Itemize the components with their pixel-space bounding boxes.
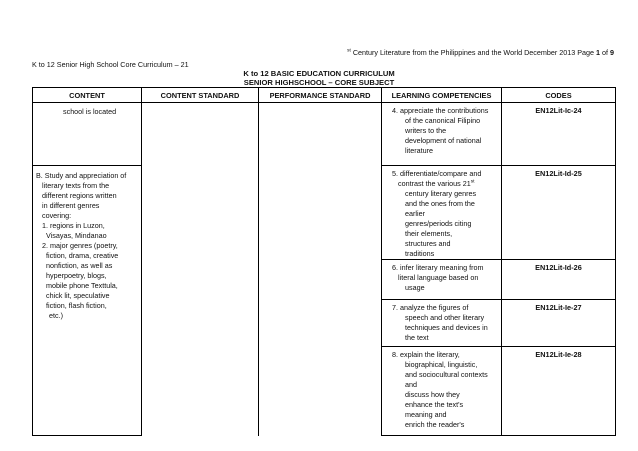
column-header-content: CONTENT [33,88,142,103]
competency-cell [382,103,502,166]
code-text: EN12Lit-Ic-24 [535,106,582,115]
running-header-sup: st [347,48,351,54]
competency-cell [382,300,502,347]
content-line: different regions written [42,191,117,200]
page-number: 1 [596,48,600,57]
competency-cell [382,347,502,436]
competency-line: 6. infer literary meaning from [392,263,484,272]
document-title [0,69,638,88]
code-text: EN12Lit-Ie-27 [535,303,582,312]
competency-line: 5. differentiate/compare and [392,169,482,178]
code-cell [502,103,616,166]
column-header-content-standard: CONTENT STANDARD [142,88,259,103]
code-cell [502,166,616,260]
competency-line: traditions [405,249,435,258]
competency-line: meaning and [405,410,447,419]
code-cell [502,347,616,436]
page-total: 9 [610,48,614,57]
title-line-2: SENIOR HIGHSCHOOL – CORE SUBJECT [243,78,395,88]
competency-line: enrich the reader's [405,420,465,429]
competency-line: enhance the text's [405,400,464,409]
page-of-text: of [600,48,610,57]
title-line-1: K to 12 BASIC EDUCATION CURRICULUM [243,69,395,78]
content-line: literary texts from the [42,181,110,190]
content-line: etc.) [49,311,63,320]
competency-text [382,260,501,293]
column-header-performance-standard: PERFORMANCE STANDARD [259,88,382,103]
content-cell [33,166,142,436]
content-line: B. Study and appreciation of [36,171,127,180]
content-cell [33,103,142,166]
curriculum-table [32,87,616,436]
curriculum-label: K to 12 Senior High School Core Curriculum – 21 [32,60,189,69]
content-text [33,166,141,321]
competency-line: techniques and devices in [405,323,488,332]
code-cell [502,260,616,300]
content-line: Visayas, Mindanao [46,231,107,240]
content-line: nonfiction, as well as [46,261,113,270]
competency-line: 7. analyze the figures of [392,303,469,312]
competency-line-sup: st [470,179,475,185]
competency-line: literature [405,146,433,155]
competency-line: and [405,380,417,389]
competency-line: usage [405,283,425,292]
competency-cell [382,166,502,260]
column-header-learning-competencies: LEARNING COMPETENCIES [382,88,502,103]
competency-line: biographical, linguistic, [405,360,478,369]
content-line: 1. regions in Luzon, [42,221,105,230]
content-line: chick lit, speculative [46,291,110,300]
code-text: EN12Lit-Ie-28 [535,350,582,359]
code-text: EN12Lit-Id-26 [535,263,582,272]
competency-line: genres/periods citing [405,219,472,228]
content-standard-cell [142,103,259,436]
performance-standard-cell [259,103,382,436]
competency-line-text: contrast the various 21 [398,179,471,188]
competency-line: and sociocultural contexts [405,370,488,379]
competency-text [382,347,501,430]
content-line: covering: [42,211,72,220]
competency-text [382,166,501,259]
table-row [33,103,616,166]
competency-line: their elements, [405,229,453,238]
table-header-row [33,88,616,103]
competency-line [392,179,497,189]
content-line: fiction, flash fiction, [46,301,107,310]
code-cell [502,300,616,347]
competency-line: of the canonical Filipino [405,116,481,125]
content-text: school is located [63,107,117,116]
column-header-codes: CODES [502,88,616,103]
competency-text [382,103,501,156]
content-line: fiction, drama, creative [46,251,119,260]
competency-line: the text [405,333,429,342]
running-header-text: Century Literature from the Philippines and the World December 2013 Page [352,48,596,57]
competency-line: discuss how they [405,390,460,399]
competency-line: and the ones from the [405,199,475,208]
competency-line: literal language based on [398,273,479,282]
competency-line: development of national [405,136,482,145]
competency-line: 4. appreciate the contributions [392,106,489,115]
competency-line: earlier [405,209,425,218]
running-header [347,49,614,56]
competency-cell [382,260,502,300]
content-line: 2. major genres (poetry, [42,241,118,250]
competency-line: century literary genres [405,189,477,198]
competency-line: 8. explain the literary, [392,350,460,359]
content-line: mobile phone Texttula, [46,281,118,290]
competency-line: writers to the [405,126,447,135]
code-text: EN12Lit-Id-25 [535,169,582,178]
competency-line: structures and [405,239,451,248]
competency-text [382,300,501,343]
content-line: in different genres [42,201,100,210]
competency-line: speech and other literary [405,313,485,322]
content-line: hyperpoetry, blogs, [46,271,107,280]
